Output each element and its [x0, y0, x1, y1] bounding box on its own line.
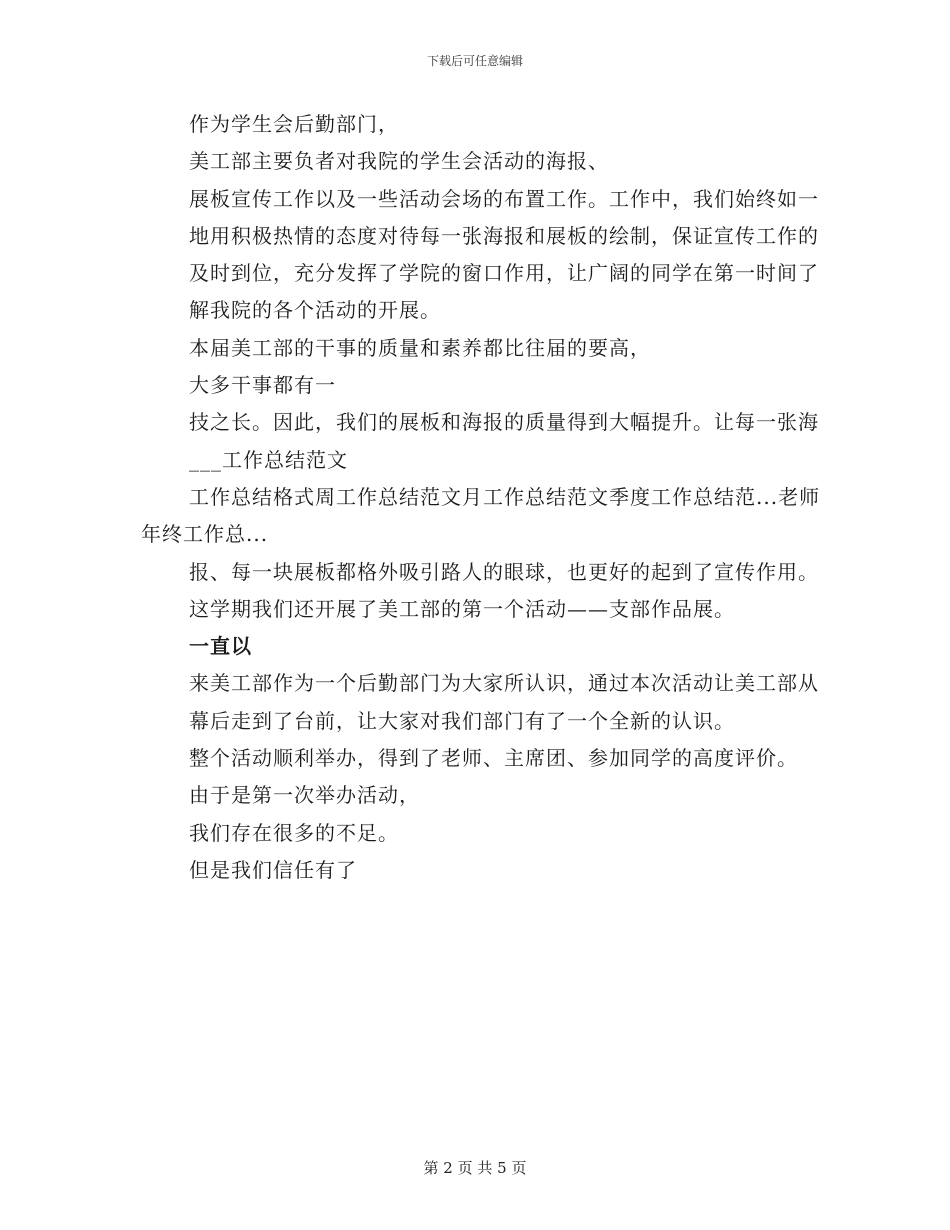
paragraph: 整个活动顺利举办，得到了老师、主席团、参加同学的高度评价。 [189, 746, 798, 771]
document-body [141, 106, 821, 889]
paragraph: 大多干事都有一 [189, 373, 336, 398]
paragraph: 美工部主要负者对我院的学生会活动的海报、 [189, 149, 609, 174]
paragraph: 由于是第一次举办活动， [189, 783, 420, 808]
paragraph: 幕后走到了台前，让大家对我们部门有了一个全新的认识。 [189, 708, 735, 733]
paragraph: 展板宣传工作以及一些活动会场的布置工作。工作中，我们始终如一 [189, 186, 819, 211]
paragraph: 地用积极热情的态度对待每一张海报和展板的绘制，保证宣传工作的 [189, 223, 819, 248]
page-footer: 第 2 页 共 5 页 [423, 1159, 527, 1177]
paragraph: 我们存在很多的不足。 [189, 820, 399, 845]
paragraph: 技之长。因此，我们的展板和海报的质量得到大幅提升。让每一张海 [189, 410, 819, 435]
paragraph: 及时到位，充分发挥了学院的窗口作用，让广阔的同学在第一时间了 [189, 261, 819, 286]
paragraph: ___工作总结范文 [189, 447, 348, 472]
page-header: 下载后可任意编辑 [426, 54, 523, 68]
paragraph: 来美工部作为一个后勤部门为大家所认识，通过本次活动让美工部从 [189, 671, 819, 696]
paragraph: 一直以 [189, 634, 252, 659]
paragraph: 报、每一块展板都格外吸引路人的眼球，也更好的起到了宣传作用。 [189, 559, 819, 584]
paragraph: 工作总结格式周工作总结范文月工作总结范文季度工作总结范...老师年终工作总... [141, 484, 821, 547]
paragraph: 作为学生会后勤部门， [189, 112, 399, 136]
paragraph: 但是我们信任有了 [189, 857, 357, 882]
paragraph: 解我院的各个活动的开展。 [189, 298, 441, 323]
paragraph: 这学期我们还开展了美工部的第一个活动——支部作品展。 [189, 596, 735, 621]
paragraph: 本届美工部的干事的质量和素养都比往届的要高， [189, 335, 651, 360]
